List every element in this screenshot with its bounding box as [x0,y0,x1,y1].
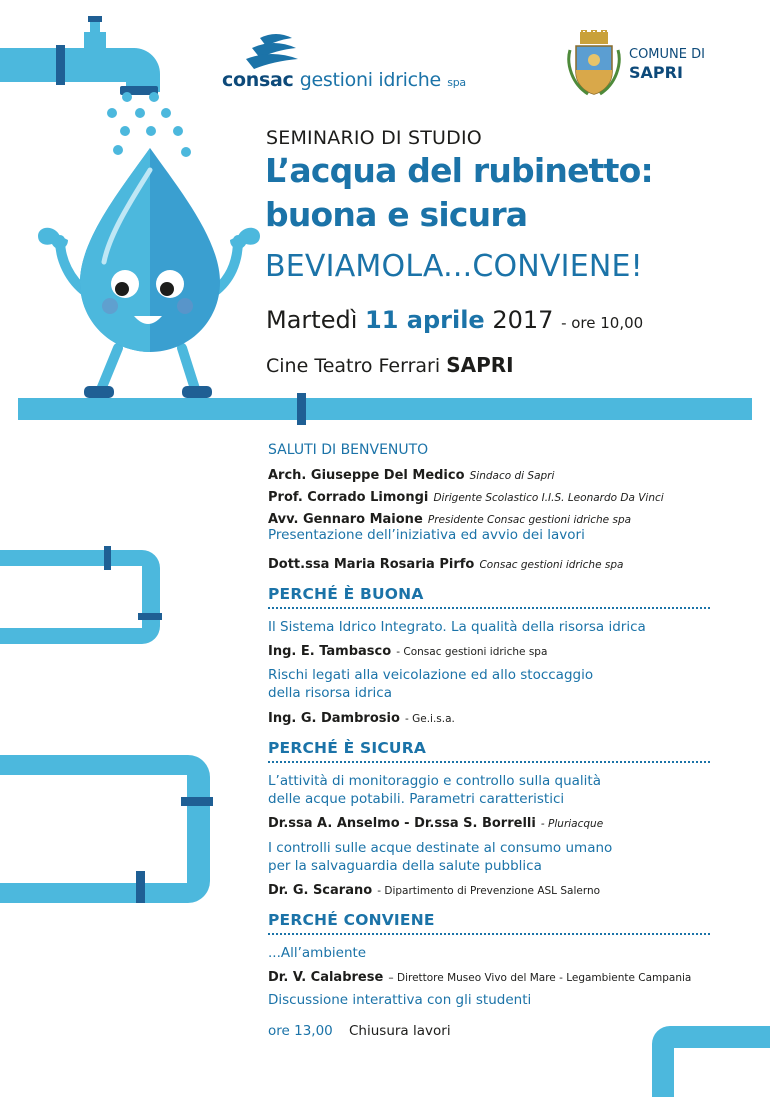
talk-topic: L’attività di monitoraggio e controllo sulla qualità [268,773,601,789]
event-subtitle: BEVIAMOLA...CONVIENE! [265,249,643,284]
speaker-affiliation: - Dipartimento di Prevenzione ASL Salerno [377,885,601,897]
section-heading-conviene: PERCHÉ CONVIENE [268,911,435,929]
speaker-role: Dirigente Scolastico I.I.S. Leonardo Da Vinci [433,492,664,504]
presentation-topic: Presentazione dell’iniziativa ed avvio dei lavori [268,527,585,543]
corner-pipe [652,1026,770,1097]
left-pipe-1 [0,546,162,644]
presenter [268,553,623,572]
comune-name: SAPRI [629,63,683,82]
talk-speaker [268,640,547,659]
dotted-divider [268,607,710,609]
event-type: SEMINARIO DI STUDIO [266,127,482,149]
talk-topic: Il Sistema Idrico Integrato. La qualità della risorsa idrica [268,619,646,635]
welcome-label: SALUTI DI BENVENUTO [268,442,429,458]
speaker-name: Dr. V. Calabrese [268,970,384,985]
talk-topic: delle acque potabili. Parametri caratteristici [268,791,565,807]
speaker-name: Avv. Gennaro Maione [268,512,423,527]
event-title-line1: L’acqua del rubinetto: [265,151,653,190]
speaker-name: Dr.ssa A. Anselmo - Dr.ssa S. Borrelli [268,816,536,831]
closing-time: ore 13,00 [268,1023,333,1039]
welcome-speaker [268,464,554,483]
main-pipe [18,393,752,425]
talk-topic: ...All’ambiente [268,945,367,961]
dotted-divider [268,933,710,935]
water-drop-mascot-icon [38,148,260,398]
discussion-topic: Discussione interattiva con gli studenti [268,992,532,1008]
speaker-affiliation: - Pluriacque [540,818,604,830]
talk-topic: I controlli sulle acque destinate al consumo umano [268,840,613,856]
water-drops-icon [107,92,191,157]
speaker-name: Ing. G. Dambrosio [268,711,400,726]
waves-icon [222,32,462,72]
talk-speaker [268,966,691,985]
speaker-name: Arch. Giuseppe Del Medico [268,468,465,483]
talk-speaker [268,812,603,831]
faucet-icon [0,16,160,95]
venue-city: SAPRI [446,353,514,377]
speaker-affiliation: - Consac gestioni idriche spa [396,646,548,658]
event-venue [266,353,514,377]
welcome-speaker [268,486,664,505]
talk-speaker [268,707,455,726]
comune-label: COMUNE DI [629,47,705,62]
speaker-role: Presidente Consac gestioni idriche spa [427,514,632,526]
speaker-name: Prof. Corrado Limongi [268,490,429,505]
left-pipe-2 [0,755,213,903]
talk-speaker [268,879,600,898]
speaker-name: Ing. E. Tambasco [268,644,392,659]
welcome-speaker [268,508,631,527]
talk-topic: Rischi legati alla veicolazione ed allo stoccaggio [268,667,594,683]
event-day: Martedì [266,306,358,334]
talk-topic: della risorsa idrica [268,685,392,701]
dotted-divider [268,761,710,763]
consac-logo [222,32,466,94]
talk-topic: per la salvaguardia della salute pubblica [268,858,542,874]
event-date-day: 11 aprile [365,306,485,334]
speaker-name: Dr. G. Scarano [268,883,373,898]
speaker-role: Consac gestioni idriche spa [479,559,624,571]
section-heading-buona: PERCHÉ È BUONA [268,585,424,603]
event-year: 2017 [492,306,554,334]
speaker-affiliation: - Ge.i.s.a. [404,713,455,725]
section-heading-sicura: PERCHÉ È SICURA [268,739,427,757]
coat-of-arms-icon [566,30,622,98]
speaker-role: Sindaco di Sapri [469,470,555,482]
venue-name: Cine Teatro Ferrari [266,355,441,377]
comune-sapri-logo [566,30,716,100]
event-title-line2: buona e sicura [265,195,528,234]
speaker-affiliation: – Direttore Museo Vivo del Mare - Legambiente Campania [388,972,692,984]
closing-label: Chiusura lavori [349,1023,451,1039]
speaker-name: Dott.ssa Maria Rosaria Pirfo [268,557,475,572]
event-time: - ore 10,00 [561,314,644,332]
consac-logo-text: consac gestioni idriche spa [222,69,466,91]
event-date [266,306,643,334]
